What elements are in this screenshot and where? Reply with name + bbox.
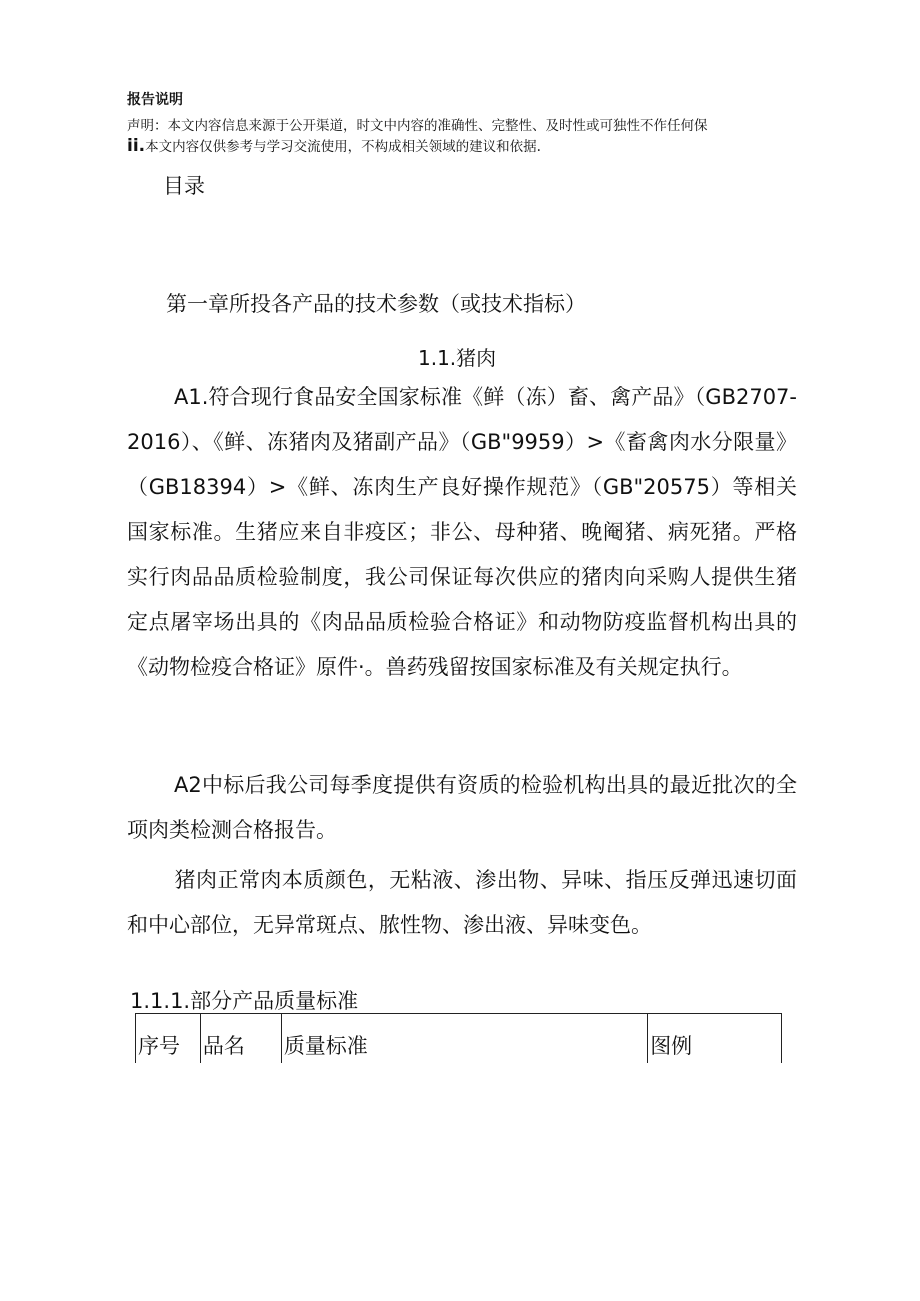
report-title: 报告说明 (127, 92, 183, 108)
column-header-standard: 质量标准 (281, 1014, 647, 1063)
paragraph-a1 (127, 375, 797, 690)
table-header-row (136, 1014, 782, 1063)
subsection-title: 1.1.1.部分产品质量标准 (130, 989, 359, 1013)
paragraph-a2-text: A2中标后我公司每季度提供有资质的检验机构出具的最近批次的全项肉类检测合格报告。 (127, 773, 797, 842)
toc-heading: 目录 (163, 174, 205, 198)
disclaimer-line-1: 声明：本文内容信息来源于公开渠道，时文中内容的准确性、完整性、及时性或可独性不作任何保 (127, 118, 708, 134)
disclaimer-line-2 (127, 135, 541, 156)
section-title: 1.1.猪肉 (418, 346, 497, 370)
column-header-illustration: 图例 (648, 1014, 782, 1063)
disclaimer-text: 本文内容仅供参考与学习交流使用，不构成相关领域的建议和依据. (145, 139, 541, 155)
disclaimer-prefix: ii. (127, 136, 146, 156)
column-header-product: 品名 (200, 1014, 281, 1063)
chapter-title: 第一章所投各产品的技术参数（或技术指标） (166, 292, 586, 316)
paragraph-quality-text: 猪肉正常肉本质颜色，无粘液、渗出物、异味、指压反弹迅速切面和中心部位，无异常斑点、脓性物、渗出液、异味变色。 (127, 868, 797, 937)
column-header-serial: 序号 (136, 1014, 201, 1063)
paragraph-a1-text: A1.符合现行食品安全国家标准《鲜（冻）畜、禽产品》（GB2707-2016）、《鲜、冻猪肉及猪副产品》（GB"9959）>《畜禽肉水分限量》（GB18394）>《鲜、冻肉生产良好操作规范》（GB"20575）等相关国家标准。生猪应来自非疫区；非公、母种猪、晚阉猪、病死猪。严格实行肉品品质检验制度，我公司保证每次供应的猪肉向采购人提供生猪定点屠宰场出具的《肉品品质检验合格证》和动物防疫监督机构出具的《动物检疫合格证》原件·。兽药残留按国家标准及有关规定执行。 (127, 385, 797, 679)
paragraph-quality (127, 858, 797, 948)
quality-standard-table (135, 1013, 782, 1063)
paragraph-a2 (127, 763, 797, 853)
